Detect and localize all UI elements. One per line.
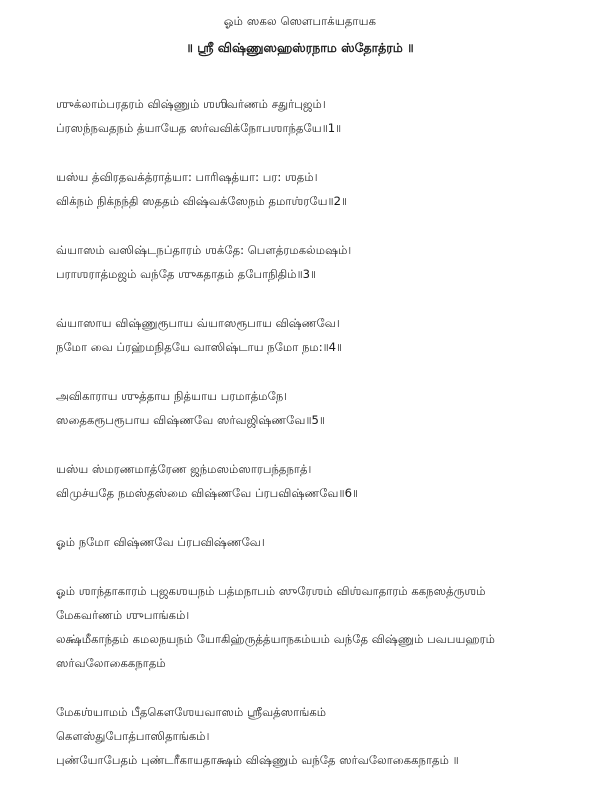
stanza-9 — [56, 700, 586, 772]
verse-line: மேகஶ்யாமம் பீதகௌஶேயவாஸம் ஶ்ரீவத்ஸாங்கம் — [56, 705, 327, 719]
stanza-1 — [56, 92, 586, 140]
verse-line: ஶுக்லாம்பரதரம் விஷ்ணும் ஶஶிவர்ணம் சதுர்புஜம்। — [56, 97, 326, 111]
verse-line: லக்ஷ்மீகாந்தம் கமலநயநம் யோகிஹ்ருத்த்யாநகம்யம் வந்தே விஷ்ணும் பவபயஹரம் — [56, 632, 495, 646]
verse-line: விமுச்யதே நமஸ்தஸ்மை விஷ்ணவே ப்ரபவிஷ்ணவே॥6॥ — [56, 486, 358, 500]
verse-line: ஸர்வலோகைகநாதம் — [56, 656, 166, 670]
stanza-4 — [56, 311, 586, 359]
verse-line: கௌஸ்துபோத்பாஸிதாங்கம்। — [56, 729, 210, 743]
verse-line: ப்ரஸந்நவதநம் த்யாயேத ஸர்வவிக்நோபஶாந்தயே॥1॥ — [56, 121, 342, 135]
stanza-6 — [56, 457, 586, 505]
verse-line: பராஶராத்மஜம் வந்தே ஶுகதாதம் தபோநிதிம்॥3॥ — [56, 267, 317, 281]
verse-line: ஓம் நமோ விஷ்ணவே ப்ரபவிஷ்ணவே। — [56, 535, 265, 549]
verse-line: புண்யோபேதம் புண்டரீகாயதாக்ஷம் விஷ்ணும் வந்தே ஸர்வலோகைகநாதம் ॥ — [56, 753, 459, 767]
stanza-2 — [56, 165, 586, 213]
verse-line: ஓம் ஶாந்தாகாரம் புஜகஶயநம் பத்மநாபம் ஸுரேஶம் விஶ்வாதாரம் ககநஸத்ருஶம் — [56, 584, 486, 598]
verse-line: ஸதைகரூபரூபாய விஷ்ணவே ஸர்வஜிஷ்ணவே॥5॥ — [56, 413, 325, 427]
stanza-5 — [56, 384, 586, 432]
invocation-heading: ஓம் ஸகல ஸௌபாக்யதாயக — [223, 14, 377, 28]
page-title: ॥ ஸ்ரீ விஷ்ணுஸஹஸ்ரநாம ஸ்தோத்ரம் ॥ — [186, 40, 414, 55]
verse-line: நமோ வை ப்ரஹ்மநிதயே வாஸிஷ்டாய நமோ நம:॥4॥ — [56, 340, 343, 354]
stanza-7 — [56, 530, 586, 554]
verse-line: மேகவர்ணம் ஶுபாங்கம்। — [56, 608, 190, 622]
verse-line: யஸ்ய ஸ்மரணமாத்ரேண ஜந்மஸம்ஸாரபந்தநாத்। — [56, 462, 312, 476]
verse-line: அவிகாராய ஶுத்தாய நித்யாய பரமாத்மநே। — [56, 389, 288, 403]
stanza-8 — [56, 579, 586, 675]
verse-line: வ்யாஸம் வஸிஷ்டநப்தாரம் ஶக்தே: பௌத்ரமகல்மஷம்। — [56, 243, 352, 257]
verse-line: விக்நம் நிக்நந்தி ஸததம் விஷ்வக்ஸேநம் தமாஶ்ரயே॥2॥ — [56, 194, 347, 208]
stanza-3 — [56, 238, 586, 286]
verse-body — [56, 92, 586, 797]
verse-line: யஸ்ய த்விரதவக்த்ராத்யா: பாரிஷத்யா: பர: ஶதம்। — [56, 170, 318, 184]
verse-line: வ்யாஸாய விஷ்ணுரூபாய வ்யாஸரூபாய விஷ்ணவே। — [56, 316, 340, 330]
